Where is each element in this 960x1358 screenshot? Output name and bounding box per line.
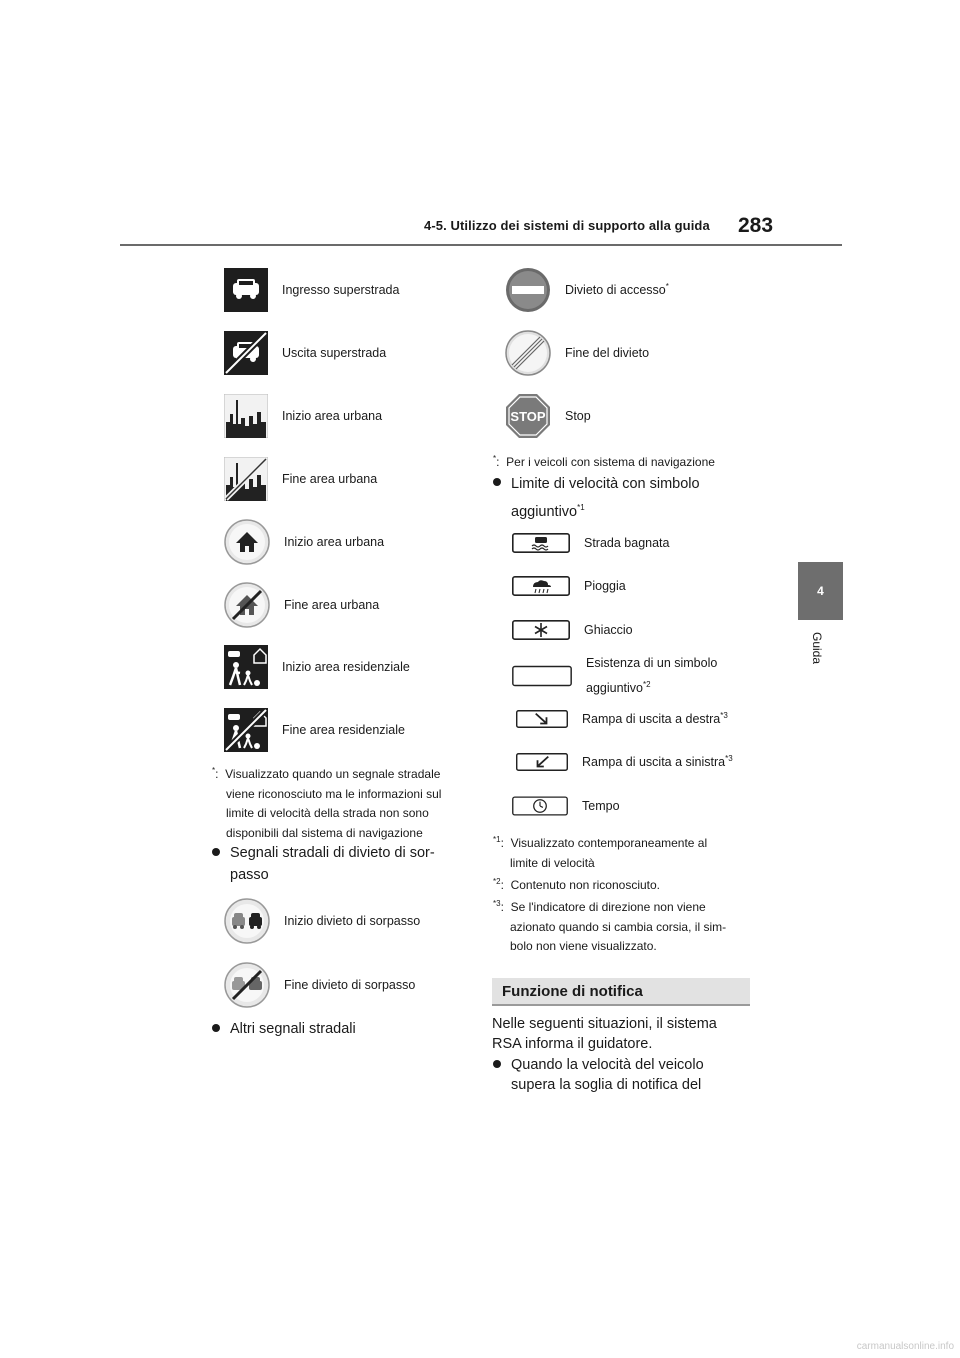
plate-label: Ghiaccio — [584, 623, 633, 637]
footnote-navigation — [212, 761, 472, 843]
plate-row — [516, 752, 733, 772]
header-divider — [120, 244, 842, 246]
clock-plate-icon — [512, 795, 568, 817]
bullet-dot — [212, 1024, 220, 1032]
bullet-dot — [493, 478, 501, 486]
city-start-icon — [224, 394, 268, 438]
footnote-text: Per i veicoli con sistema di navigazione — [506, 455, 715, 469]
plate-label: Strada bagnata — [584, 536, 670, 550]
plate-label — [582, 752, 733, 772]
plate-row — [512, 652, 717, 699]
note-line: Contenuto non riconosciuto. — [510, 878, 661, 892]
urban-start-round-icon — [224, 519, 270, 565]
note-2: $^{*2}$: Contenuto non riconosciuto. — [493, 877, 661, 892]
plate-label-text: Rampa di uscita a destra — [582, 712, 721, 726]
urban-end-round-icon — [224, 582, 270, 628]
sign-row — [505, 393, 591, 439]
footnote-mark: *2 — [493, 877, 501, 886]
sign-row — [224, 268, 399, 312]
footnote-mark: *3 — [493, 899, 501, 908]
sign-label: Fine area residenziale — [282, 723, 405, 737]
residential-end-icon — [224, 708, 268, 752]
bullet-line: Segnali stradali di divieto di sor- — [230, 845, 435, 861]
sign-label: Fine del divieto — [565, 346, 650, 360]
footnote-line: viene riconosciuto ma le informazioni sul — [226, 786, 442, 801]
sign-row — [224, 582, 379, 628]
residential-start-icon — [224, 645, 268, 689]
bullet-line: Altri segnali stradali — [230, 1021, 356, 1037]
bullet-line: passo — [230, 867, 269, 883]
footnote-mark: *2 — [643, 680, 651, 689]
footnote-line: limite di velocità della strada non sono — [226, 806, 429, 820]
plate-label-text: Rampa di uscita a sinistra — [582, 755, 726, 769]
right-ramp-plate-icon — [516, 709, 568, 729]
footnote-mark: * — [212, 766, 216, 775]
footnote-line: Visualizzato quando un segnale stradale — [225, 767, 441, 781]
notification-heading: Funzione di notifica — [492, 978, 750, 1006]
plate-row — [512, 533, 670, 553]
note-line: azionato quando si cambia corsia, il sim- — [510, 919, 727, 934]
plate-label — [582, 709, 728, 729]
sign-label: Uscita superstrada — [282, 346, 387, 360]
note-line: Se l'indicatore di direzione non viene — [510, 900, 706, 914]
sign-label: Fine divieto di sorpasso — [284, 978, 416, 992]
section-title: 4-5. Utilizzo dei sistemi di supporto alla guida — [424, 218, 710, 233]
bullet-dot — [212, 848, 220, 856]
bullet-line: supera la soglia di notifica del — [511, 1077, 702, 1093]
blank-plate-icon — [512, 664, 572, 688]
note-line: limite di velocità — [510, 855, 595, 870]
sign-row — [224, 394, 382, 438]
bullet-overtaking-signs — [212, 842, 480, 886]
bullet-speed-limit — [493, 472, 771, 524]
end-no-overtaking-icon — [224, 962, 270, 1008]
left-ramp-plate-icon — [516, 752, 568, 772]
sign-label-text: Divieto di accesso — [565, 283, 666, 297]
no-entry-icon — [505, 267, 551, 313]
paragraph-line: RSA informa il guidatore. — [492, 1036, 653, 1052]
chapter-tab[interactable]: 4 — [798, 562, 843, 620]
plate-label — [586, 652, 717, 699]
stop-sign-icon — [505, 393, 551, 439]
sign-row — [505, 330, 649, 376]
sign-row — [505, 267, 669, 313]
page-number: 283 — [738, 214, 774, 237]
bullet-other-signs — [212, 1018, 480, 1040]
plate-label-line: Esistenza di un simbolo — [586, 656, 718, 670]
footnote-mark: *1 — [493, 835, 501, 844]
notification-paragraph — [492, 1014, 752, 1054]
footnote-sep: : — [215, 767, 219, 781]
sign-label — [565, 280, 669, 300]
plate-row — [512, 620, 633, 640]
sign-row — [224, 457, 377, 501]
note-3: $^{*3}$: Se l'indicatore di direzione non viene azionato quando si cambia corsia, il sim- bolo non viene visualizzato. — [493, 894, 755, 957]
footnote-mark: * — [493, 454, 497, 463]
sign-label: Fine area urbana — [282, 472, 378, 486]
city-end-icon — [224, 457, 268, 501]
bullet-notification — [493, 1055, 771, 1095]
bullet-line: Limite di velocità con simbolo — [511, 476, 700, 492]
plate-row — [512, 795, 620, 817]
note-line: bolo non viene visualizzato. — [510, 939, 657, 953]
sign-row — [224, 645, 410, 689]
sign-row — [224, 962, 415, 1008]
plate-row — [512, 576, 626, 596]
sign-row — [224, 331, 386, 375]
sign-row — [224, 708, 405, 752]
ice-plate-icon — [512, 620, 570, 640]
bullet-dot — [493, 1060, 501, 1068]
note-line: Visualizzato contemporaneamente al — [510, 836, 708, 850]
end-prohibition-icon — [505, 330, 551, 376]
chapter-label: Guida — [810, 632, 824, 665]
footnote-navigation-system — [493, 449, 753, 473]
plate-label-line: aggiuntivo — [586, 681, 643, 696]
footnote-sep: : — [496, 455, 500, 469]
sign-label: Ingresso superstrada — [282, 283, 400, 297]
sign-label: Inizio divieto di sorpasso — [284, 914, 421, 928]
sign-label: Inizio area residenziale — [282, 660, 410, 674]
sign-label: Inizio area urbana — [284, 535, 385, 549]
footnote-line: disponibili dal sistema di navigazione — [226, 825, 423, 840]
wet-road-plate-icon — [512, 533, 570, 553]
sign-row — [224, 898, 420, 944]
bullet-line: Quando la velocità del veicolo — [511, 1057, 704, 1073]
paragraph-line: Nelle seguenti situazioni, il sistema — [492, 1016, 717, 1032]
sign-label: Stop — [565, 409, 591, 423]
footnote-mark: *1 — [577, 503, 585, 512]
footnote-mark: *3 — [725, 753, 733, 763]
bullet-line: aggiuntivo — [511, 503, 578, 520]
sign-label: Fine area urbana — [284, 598, 380, 612]
stop-sign-text: STOP — [510, 409, 546, 424]
plate-label: Tempo — [582, 799, 620, 813]
rain-plate-icon — [512, 576, 570, 596]
no-overtaking-icon — [224, 898, 270, 944]
plate-row — [516, 709, 728, 729]
footnote-mark: * — [665, 281, 669, 291]
watermark: carmanualsonline.info — [856, 1341, 954, 1352]
motorway-entry-icon — [224, 268, 268, 312]
sign-row — [224, 519, 384, 565]
plate-label: Pioggia — [584, 579, 626, 593]
sign-label: Inizio area urbana — [282, 409, 383, 423]
note-1: $^{*1}$: Visualizzato contemporaneamente al limite di velocità — [493, 830, 755, 873]
motorway-exit-icon — [224, 331, 268, 375]
footnote-mark: *3 — [720, 710, 728, 720]
